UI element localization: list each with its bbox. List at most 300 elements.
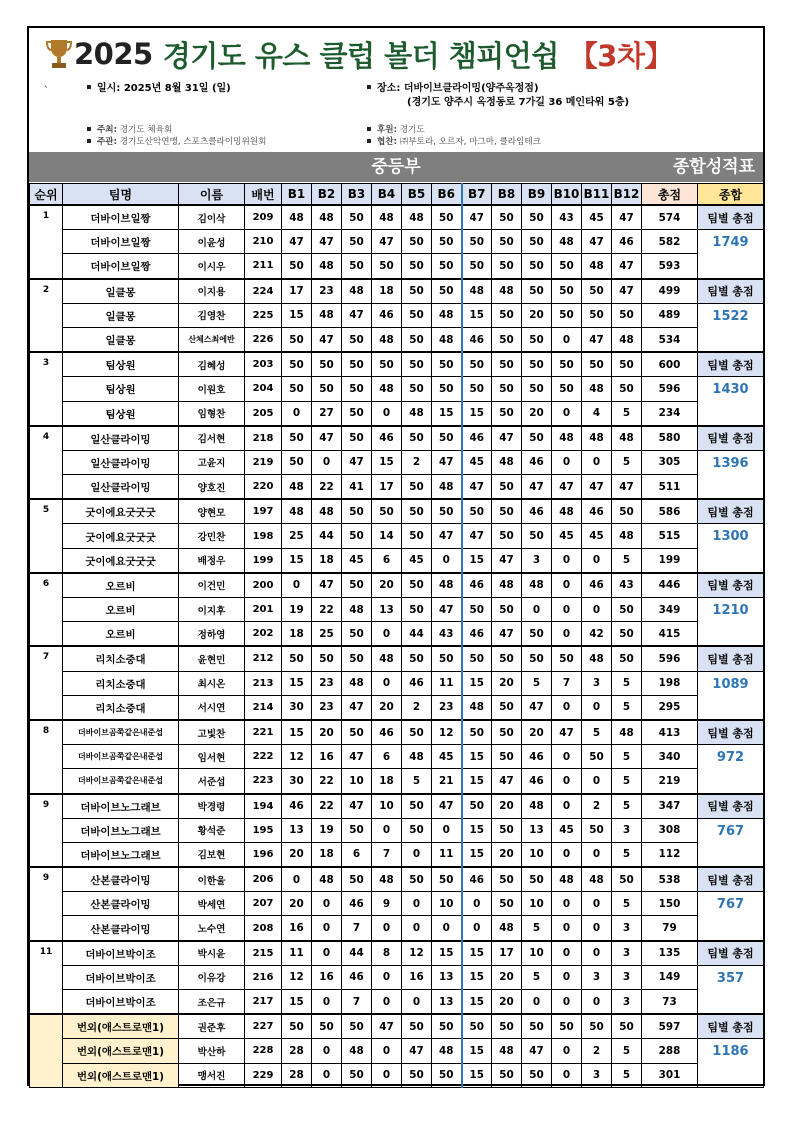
- table-row: [30, 524, 764, 548]
- score-cell: 50: [612, 352, 642, 377]
- score-cell: 0: [582, 842, 612, 867]
- total-cell: 446: [642, 573, 698, 598]
- column-header: 이름: [179, 184, 245, 206]
- score-cell: 50: [492, 745, 522, 769]
- tick-mark: `: [44, 86, 49, 96]
- score-cell: 30: [282, 769, 312, 794]
- team-cell: 오르비: [63, 573, 179, 598]
- rank-cell: 11: [30, 941, 63, 1015]
- score-cell: 50: [342, 499, 372, 524]
- name-cell: 이원호: [179, 377, 245, 401]
- column-header: B4: [372, 184, 402, 206]
- score-cell: 15: [462, 990, 492, 1015]
- table-row: [30, 327, 764, 352]
- score-cell: 50: [372, 352, 402, 377]
- score-cell: 50: [402, 426, 432, 451]
- table-row: [30, 646, 764, 671]
- score-cell: 48: [462, 695, 492, 720]
- score-cell: 0: [582, 450, 612, 474]
- score-cell: 50: [522, 1063, 552, 1087]
- score-cell: 50: [462, 254, 492, 279]
- table-row: [30, 990, 764, 1015]
- table-row: [30, 254, 764, 279]
- table-row: [30, 303, 764, 327]
- table-row: [30, 1063, 764, 1087]
- score-cell: 50: [492, 892, 522, 916]
- total-cell: 600: [642, 352, 698, 377]
- total-cell: 586: [642, 499, 698, 524]
- score-cell: 50: [492, 303, 522, 327]
- score-cell: 50: [492, 598, 522, 622]
- rank-cell: 6: [30, 573, 63, 647]
- score-cell: 22: [312, 598, 342, 622]
- score-cell: 50: [522, 377, 552, 401]
- team-cell: 리치소중대: [63, 671, 179, 695]
- bib-cell: 206: [245, 867, 282, 892]
- column-header: B12: [612, 184, 642, 206]
- name-cell: 황석준: [179, 818, 245, 842]
- score-cell: 3: [612, 965, 642, 989]
- rank-cell: 2: [30, 279, 63, 353]
- score-cell: 23: [312, 671, 342, 695]
- score-cell: 50: [492, 230, 522, 254]
- score-cell: 6: [372, 745, 402, 769]
- name-cell: 정하영: [179, 622, 245, 647]
- score-cell: 50: [402, 327, 432, 352]
- bib-cell: 222: [245, 745, 282, 769]
- score-cell: 18: [312, 548, 342, 573]
- score-cell: 50: [492, 475, 522, 500]
- column-header: B6: [432, 184, 462, 206]
- score-cell: 47: [582, 475, 612, 500]
- score-cell: 0: [552, 548, 582, 573]
- score-cell: 48: [282, 499, 312, 524]
- score-cell: 47: [372, 230, 402, 254]
- score-cell: 46: [462, 867, 492, 892]
- score-cell: 47: [462, 475, 492, 500]
- score-cell: 47: [552, 475, 582, 500]
- score-cell: 45: [432, 745, 462, 769]
- team-cell: 더바이브일짱: [63, 205, 179, 230]
- score-cell: 50: [582, 745, 612, 769]
- score-cell: 47: [522, 1039, 552, 1063]
- name-cell: 임서현: [179, 745, 245, 769]
- score-cell: 50: [432, 426, 462, 451]
- score-cell: 50: [342, 377, 372, 401]
- score-cell: 48: [312, 303, 342, 327]
- score-cell: 50: [342, 720, 372, 745]
- score-cell: 47: [522, 695, 552, 720]
- score-cell: 48: [582, 377, 612, 401]
- table-row: [30, 867, 764, 892]
- score-cell: 0: [312, 1039, 342, 1063]
- score-cell: 50: [492, 1014, 522, 1039]
- score-cell: 5: [612, 892, 642, 916]
- column-header: B3: [342, 184, 372, 206]
- score-cell: 46: [462, 573, 492, 598]
- score-cell: 0: [432, 548, 462, 573]
- total-cell: 135: [642, 941, 698, 966]
- results-table: [29, 183, 764, 1088]
- team-cell: 팀상원: [63, 377, 179, 401]
- score-cell: 47: [462, 524, 492, 548]
- bib-cell: 207: [245, 892, 282, 916]
- name-cell: 양호진: [179, 475, 245, 500]
- score-cell: 48: [612, 327, 642, 352]
- team-cell: 더바이브노그래브: [63, 794, 179, 819]
- name-cell: 서시연: [179, 695, 245, 720]
- score-cell: 0: [372, 671, 402, 695]
- score-cell: 6: [342, 842, 372, 867]
- score-cell: 16: [312, 745, 342, 769]
- team-cell: 더바이브일짱: [63, 254, 179, 279]
- score-cell: 0: [552, 769, 582, 794]
- score-cell: 15: [372, 450, 402, 474]
- total-cell: 582: [642, 230, 698, 254]
- table-row: [30, 1039, 764, 1063]
- group-total-label: 팀별 총점: [698, 279, 764, 304]
- score-cell: 50: [462, 720, 492, 745]
- group-total-value: 1430: [698, 377, 764, 426]
- score-cell: 8: [372, 941, 402, 966]
- score-cell: 15: [462, 769, 492, 794]
- rank-cell: 3: [30, 352, 63, 426]
- score-cell: 50: [432, 499, 462, 524]
- bib-cell: 229: [245, 1063, 282, 1087]
- team-cell: 번외(애스트로맨1): [63, 1063, 179, 1087]
- score-cell: 47: [492, 426, 522, 451]
- score-cell: 48: [552, 499, 582, 524]
- score-cell: 0: [402, 842, 432, 867]
- score-cell: 20: [492, 671, 522, 695]
- score-cell: 46: [372, 303, 402, 327]
- score-cell: 12: [282, 965, 312, 989]
- name-cell: 권준후: [179, 1014, 245, 1039]
- score-cell: 10: [372, 794, 402, 819]
- score-cell: 50: [342, 1014, 372, 1039]
- score-cell: 47: [312, 327, 342, 352]
- score-cell: 47: [312, 573, 342, 598]
- bib-cell: 200: [245, 573, 282, 598]
- table-row: [30, 450, 764, 474]
- table-row: [30, 769, 764, 794]
- score-cell: 15: [432, 941, 462, 966]
- score-cell: 48: [282, 475, 312, 500]
- rank-cell: 7: [30, 646, 63, 720]
- score-cell: 15: [282, 548, 312, 573]
- score-cell: 5: [612, 1063, 642, 1087]
- name-cell: 맹서진: [179, 1063, 245, 1087]
- score-cell: 3: [582, 965, 612, 989]
- total-cell: 199: [642, 548, 698, 573]
- name-cell: 김보현: [179, 842, 245, 867]
- score-cell: 48: [522, 794, 552, 819]
- score-cell: 13: [432, 990, 462, 1015]
- bib-cell: 199: [245, 548, 282, 573]
- column-header: B9: [522, 184, 552, 206]
- score-cell: 48: [402, 205, 432, 230]
- score-cell: 50: [462, 377, 492, 401]
- score-cell: 47: [432, 524, 462, 548]
- score-cell: 47: [582, 327, 612, 352]
- score-cell: 42: [582, 622, 612, 647]
- score-cell: 0: [552, 842, 582, 867]
- score-cell: 50: [342, 205, 372, 230]
- score-cell: 46: [612, 230, 642, 254]
- group-total-label: 팀별 총점: [698, 720, 764, 745]
- bib-cell: 201: [245, 598, 282, 622]
- name-cell: 노수연: [179, 916, 245, 941]
- column-header: B5: [402, 184, 432, 206]
- score-cell: 0: [582, 892, 612, 916]
- score-cell: 5: [402, 769, 432, 794]
- total-cell: 295: [642, 695, 698, 720]
- score-cell: 48: [342, 1039, 372, 1063]
- score-cell: 41: [342, 475, 372, 500]
- team-cell: 번외(애스트로맨1): [63, 1014, 179, 1039]
- name-cell: 이지후: [179, 598, 245, 622]
- score-cell: 50: [552, 1014, 582, 1039]
- total-cell: 597: [642, 1014, 698, 1039]
- score-cell: 50: [522, 352, 552, 377]
- score-cell: 27: [312, 401, 342, 426]
- bib-cell: 194: [245, 794, 282, 819]
- score-cell: 50: [492, 695, 522, 720]
- name-cell: 조은규: [179, 990, 245, 1015]
- score-cell: 22: [312, 769, 342, 794]
- bib-cell: 218: [245, 426, 282, 451]
- division-label: 중등부: [371, 157, 421, 177]
- score-cell: 20: [522, 401, 552, 426]
- team-cell: 리치소중대: [63, 646, 179, 671]
- score-cell: 16: [312, 965, 342, 989]
- score-cell: 15: [462, 842, 492, 867]
- title-name: 경기도 유스 클럽 볼더 챔피언쉽: [162, 38, 559, 73]
- name-cell: 이윤성: [179, 230, 245, 254]
- score-cell: 50: [432, 646, 462, 671]
- name-cell: 양현모: [179, 499, 245, 524]
- column-header: B1: [282, 184, 312, 206]
- score-cell: 0: [372, 818, 402, 842]
- score-cell: 5: [522, 671, 552, 695]
- score-cell: 50: [342, 254, 372, 279]
- score-cell: 50: [342, 327, 372, 352]
- score-cell: 46: [342, 965, 372, 989]
- score-cell: 15: [462, 1039, 492, 1063]
- name-cell: 고빛찬: [179, 720, 245, 745]
- rank-cell: 9: [30, 794, 63, 868]
- score-cell: 3: [582, 671, 612, 695]
- score-cell: 46: [522, 769, 552, 794]
- host-info: 주최: 경기도 체육회: [87, 124, 172, 136]
- group-total-value: 357: [698, 965, 764, 1014]
- score-cell: 50: [492, 352, 522, 377]
- score-cell: 50: [372, 499, 402, 524]
- column-header: B11: [582, 184, 612, 206]
- score-cell: 20: [492, 794, 522, 819]
- group-total-label: 팀별 총점: [698, 646, 764, 671]
- score-cell: 20: [372, 695, 402, 720]
- score-cell: 50: [522, 867, 552, 892]
- name-cell: 최시온: [179, 671, 245, 695]
- score-cell: 5: [582, 720, 612, 745]
- table-row: [30, 941, 764, 966]
- name-cell: 고윤지: [179, 450, 245, 474]
- group-total-value: 1522: [698, 303, 764, 352]
- score-cell: 0: [282, 867, 312, 892]
- score-cell: 17: [282, 279, 312, 304]
- score-cell: 50: [462, 499, 492, 524]
- name-cell: 이한울: [179, 867, 245, 892]
- total-cell: 413: [642, 720, 698, 745]
- score-cell: 47: [612, 254, 642, 279]
- score-cell: 48: [282, 205, 312, 230]
- score-cell: 6: [372, 548, 402, 573]
- table-row: [30, 499, 764, 524]
- total-cell: 574: [642, 205, 698, 230]
- score-cell: 48: [492, 1039, 522, 1063]
- team-cell: 산본클라이밍: [63, 892, 179, 916]
- score-cell: 50: [522, 622, 552, 647]
- score-cell: 47: [522, 475, 552, 500]
- score-cell: 20: [522, 303, 552, 327]
- score-cell: 47: [282, 230, 312, 254]
- score-cell: 44: [312, 524, 342, 548]
- score-cell: 46: [372, 426, 402, 451]
- score-cell: 0: [552, 794, 582, 819]
- name-cell: 이건민: [179, 573, 245, 598]
- table-row: [30, 794, 764, 819]
- name-cell: 김이삭: [179, 205, 245, 230]
- name-cell: 박경령: [179, 794, 245, 819]
- column-header: 배번: [245, 184, 282, 206]
- bib-cell: 208: [245, 916, 282, 941]
- sponsor-info: 후원: 경기도: [367, 124, 425, 136]
- table-row: [30, 279, 764, 304]
- score-cell: 48: [432, 573, 462, 598]
- score-cell: 50: [402, 279, 432, 304]
- score-cell: 50: [552, 254, 582, 279]
- title-round: 【3차】: [568, 38, 673, 73]
- group-total-value: 1186: [698, 1039, 764, 1087]
- score-cell: 50: [582, 303, 612, 327]
- score-cell: 0: [552, 965, 582, 989]
- name-cell: 임형찬: [179, 401, 245, 426]
- score-cell: 50: [432, 254, 462, 279]
- total-cell: 596: [642, 646, 698, 671]
- column-header: B8: [492, 184, 522, 206]
- score-cell: 0: [552, 892, 582, 916]
- score-cell: 22: [312, 794, 342, 819]
- table-row: [30, 965, 764, 989]
- bib-cell: 198: [245, 524, 282, 548]
- score-cell: 15: [282, 720, 312, 745]
- score-cell: 48: [492, 916, 522, 941]
- score-cell: 0: [552, 401, 582, 426]
- total-cell: 198: [642, 671, 698, 695]
- score-cell: 45: [552, 818, 582, 842]
- total-cell: 515: [642, 524, 698, 548]
- group-total-label: 팀별 총점: [698, 205, 764, 230]
- column-header: 팀명: [63, 184, 179, 206]
- score-cell: 47: [342, 794, 372, 819]
- score-cell: 50: [342, 426, 372, 451]
- score-cell: 0: [312, 941, 342, 966]
- score-cell: 48: [612, 426, 642, 451]
- score-cell: 21: [432, 769, 462, 794]
- name-cell: 배정우: [179, 548, 245, 573]
- score-cell: 5: [612, 671, 642, 695]
- score-cell: 50: [522, 327, 552, 352]
- team-cell: 일클몽: [63, 279, 179, 304]
- score-cell: 47: [462, 205, 492, 230]
- total-cell: 347: [642, 794, 698, 819]
- score-cell: 47: [342, 303, 372, 327]
- team-cell: 더바이브곰쭉같은내준섭: [63, 720, 179, 745]
- name-cell: 김혜성: [179, 352, 245, 377]
- score-cell: 50: [282, 450, 312, 474]
- score-cell: 50: [462, 1014, 492, 1039]
- group-total-value: 767: [698, 818, 764, 867]
- score-cell: 0: [552, 450, 582, 474]
- score-cell: 0: [462, 892, 492, 916]
- score-cell: 0: [372, 990, 402, 1015]
- bib-cell: 195: [245, 818, 282, 842]
- team-cell: 더바이브노그래브: [63, 842, 179, 867]
- table-row: [30, 401, 764, 426]
- score-cell: 50: [462, 598, 492, 622]
- bib-cell: 211: [245, 254, 282, 279]
- name-cell: 산체스최에반: [179, 327, 245, 352]
- score-cell: 5: [522, 965, 552, 989]
- table-row: [30, 352, 764, 377]
- score-cell: 50: [342, 1063, 372, 1087]
- score-cell: 30: [282, 695, 312, 720]
- team-cell: 산본클라이밍: [63, 867, 179, 892]
- total-cell: 301: [642, 1063, 698, 1087]
- score-cell: 48: [522, 573, 552, 598]
- score-cell: 5: [612, 401, 642, 426]
- score-cell: 48: [402, 401, 432, 426]
- team-cell: 굿이에요굿굿굿: [63, 548, 179, 573]
- score-cell: 48: [372, 867, 402, 892]
- score-cell: 50: [372, 254, 402, 279]
- bib-cell: 202: [245, 622, 282, 647]
- score-cell: 48: [312, 254, 342, 279]
- group-total-value: 767: [698, 892, 764, 941]
- score-cell: 47: [492, 622, 522, 647]
- score-cell: 44: [342, 941, 372, 966]
- score-cell: 0: [582, 769, 612, 794]
- score-cell: 48: [372, 377, 402, 401]
- score-cell: 50: [402, 254, 432, 279]
- score-cell: 50: [582, 818, 612, 842]
- score-cell: 48: [432, 1039, 462, 1063]
- score-cell: 50: [312, 352, 342, 377]
- score-cell: 50: [582, 1014, 612, 1039]
- group-total-label: 팀별 총점: [698, 499, 764, 524]
- total-cell: 580: [642, 426, 698, 451]
- score-cell: 0: [432, 916, 462, 941]
- score-cell: 50: [522, 426, 552, 451]
- score-cell: 0: [552, 622, 582, 647]
- score-cell: 9: [372, 892, 402, 916]
- table-row: [30, 671, 764, 695]
- score-cell: 50: [402, 1014, 432, 1039]
- score-cell: 48: [582, 867, 612, 892]
- table-row: [30, 916, 764, 941]
- score-cell: 0: [522, 598, 552, 622]
